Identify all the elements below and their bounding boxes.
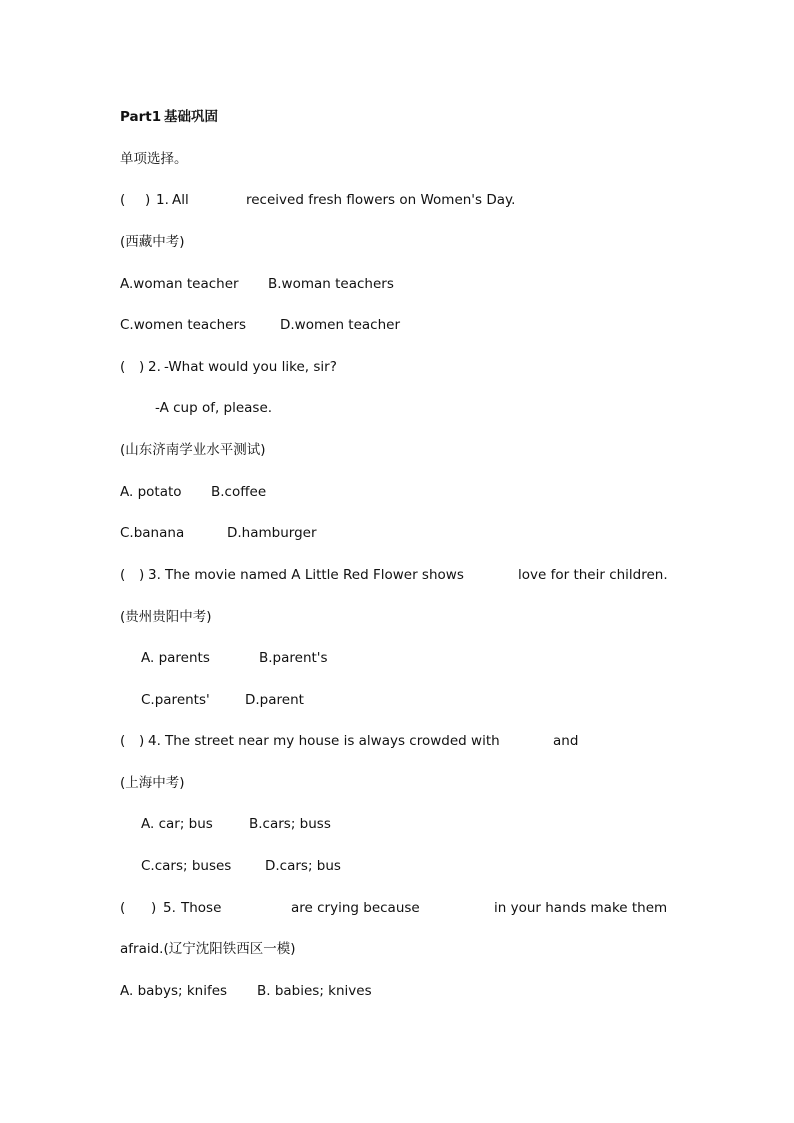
answer-paren-close: ) bbox=[139, 359, 145, 375]
option-d: D.parent bbox=[245, 692, 304, 708]
question-text-part: are crying because bbox=[291, 900, 420, 916]
source-text: (山东济南学业水平测试) bbox=[120, 442, 266, 458]
instruction-text: 单项选择。 bbox=[120, 151, 188, 167]
option-b: B.woman teachers bbox=[268, 276, 394, 292]
question-2 bbox=[0, 357, 794, 377]
answer-paren-open: ( bbox=[120, 359, 126, 375]
source-text: (贵州贵阳中考) bbox=[120, 609, 212, 625]
question-number: 1. bbox=[156, 192, 169, 208]
reply-text: -A cup of, please. bbox=[155, 400, 273, 416]
question-text-part: -What would you like, sir? bbox=[164, 359, 337, 375]
part-title: 基础巩固 bbox=[164, 109, 218, 125]
option-a: A. car; bus bbox=[141, 816, 213, 832]
question-1 bbox=[0, 190, 794, 210]
part-label: Part1 bbox=[120, 109, 162, 125]
question-text-part: love for their children. bbox=[518, 567, 668, 583]
source-text: (西藏中考) bbox=[120, 234, 185, 250]
option-c: C.parents' bbox=[141, 692, 210, 708]
answer-paren-open: ( bbox=[120, 733, 126, 749]
option-a: A.woman teacher bbox=[120, 276, 239, 292]
question-5 bbox=[0, 898, 794, 918]
option-d: D.women teacher bbox=[280, 317, 400, 333]
question-number: 2. bbox=[148, 359, 161, 375]
option-d: D.hamburger bbox=[227, 525, 317, 541]
answer-paren-close: ) bbox=[151, 900, 157, 916]
question-continuation bbox=[0, 939, 794, 959]
option-b: B.cars; buss bbox=[249, 816, 331, 832]
answer-paren-open: ( bbox=[120, 900, 126, 916]
options-row bbox=[0, 981, 794, 1001]
question-reply bbox=[0, 398, 794, 418]
question-4 bbox=[0, 731, 794, 751]
option-a: A. potato bbox=[120, 484, 182, 500]
options-row bbox=[0, 814, 794, 834]
question-3 bbox=[0, 565, 794, 585]
option-b: B.parent's bbox=[259, 650, 328, 666]
question-text-part: Those bbox=[181, 900, 222, 916]
options-row bbox=[0, 274, 794, 294]
question-text-part: received fresh flowers on Women's Day. bbox=[246, 192, 516, 208]
answer-paren-open: ( bbox=[120, 567, 126, 583]
question-number: 4. bbox=[148, 733, 161, 749]
option-b: B.coffee bbox=[211, 484, 267, 500]
option-d: D.cars; bus bbox=[265, 858, 341, 874]
options-row bbox=[0, 482, 794, 502]
question-source bbox=[0, 773, 794, 793]
option-c: C.cars; buses bbox=[141, 858, 232, 874]
answer-paren-close: ) bbox=[139, 733, 145, 749]
question-text-part: and bbox=[553, 733, 579, 749]
answer-paren-close: ) bbox=[139, 567, 145, 583]
source-text: (上海中考) bbox=[120, 775, 185, 791]
options-row bbox=[0, 523, 794, 543]
option-a: A. babys; knifes bbox=[120, 983, 228, 999]
option-c: C.banana bbox=[120, 525, 185, 541]
question-number: 3. bbox=[148, 567, 161, 583]
options-row bbox=[0, 690, 794, 710]
question-number: 5. bbox=[163, 900, 176, 916]
options-row bbox=[0, 856, 794, 876]
question-text-part: All bbox=[172, 192, 189, 208]
answer-paren-close: ) bbox=[145, 192, 151, 208]
answer-paren-open: ( bbox=[120, 192, 126, 208]
section-heading bbox=[0, 107, 794, 127]
option-c: C.women teachers bbox=[120, 317, 247, 333]
question-source bbox=[0, 440, 794, 460]
instruction bbox=[0, 149, 794, 169]
continuation-text: afraid.(辽宁沈阳铁西区一模) bbox=[120, 941, 296, 957]
question-text-part: The street near my house is always crowded with bbox=[165, 733, 500, 749]
question-source bbox=[0, 232, 794, 252]
question-text-part: The movie named A Little Red Flower shows bbox=[165, 567, 464, 583]
option-a: A. parents bbox=[141, 650, 210, 666]
options-row bbox=[0, 648, 794, 668]
option-b: B. babies; knives bbox=[257, 983, 372, 999]
question-source bbox=[0, 607, 794, 627]
options-row bbox=[0, 315, 794, 335]
question-text-part: in your hands make them bbox=[494, 900, 668, 916]
